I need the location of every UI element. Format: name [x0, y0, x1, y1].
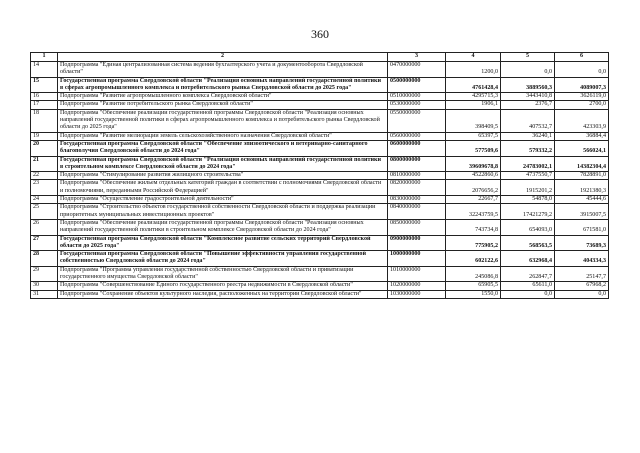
header-cell: 4	[446, 53, 501, 62]
row-number: 28	[31, 251, 58, 267]
row-value-col4: 1550,0	[446, 290, 501, 298]
row-value-col4: 743734,8	[446, 219, 501, 235]
row-name: Государственная программа Свердловской области "Комплексное развитие сельских территорий Свердловской области до 2025 года"	[58, 235, 388, 251]
row-name: Государственная программа Свердловской области "Повышение эффективности управления государственной собственностью Свердловской области до 2024 года"	[58, 251, 388, 267]
row-number: 16	[31, 93, 58, 101]
row-code: 0470000000	[388, 62, 446, 78]
row-name: Подпрограмма "Единая централизованная система ведения бухгалтерского учета и документооборота Свердловской области"	[58, 62, 388, 78]
row-number: 27	[31, 235, 58, 251]
row-value-col5: 24783002,1	[501, 156, 555, 172]
row-value-col5: 1915201,2	[501, 180, 555, 196]
row-value-col6: 566024,1	[555, 140, 609, 156]
row-code: 0560000000	[388, 132, 446, 140]
row-number: 22	[31, 172, 58, 180]
table-row	[31, 93, 609, 101]
row-code: 0810000000	[388, 172, 446, 180]
header-cell: 6	[555, 53, 609, 62]
row-value-col6: 67968,2	[555, 282, 609, 290]
table-row	[31, 140, 609, 156]
table-row	[31, 219, 609, 235]
row-number: 20	[31, 140, 58, 156]
row-value-col5: 3443410,8	[501, 93, 555, 101]
row-value-col4: 32243759,5	[446, 204, 501, 220]
row-value-col5: 579332,2	[501, 140, 555, 156]
table-row	[31, 172, 609, 180]
table-row	[31, 282, 609, 290]
row-name: Подпрограмма "Осуществление градостроительной деятельности"	[58, 196, 388, 204]
row-name: Подпрограмма "Совершенствование Единого государственного реестра недвижимости в Свердловской области"	[58, 282, 388, 290]
table-row	[31, 204, 609, 220]
table-row	[31, 156, 609, 172]
header-cell: 1	[31, 53, 58, 62]
row-value-col6: 2700,0	[555, 101, 609, 109]
row-value-col6: 3915007,5	[555, 204, 609, 220]
row-code: 0820000000	[388, 180, 446, 196]
row-code: 0800000000	[388, 156, 446, 172]
row-value-col4: 1200,0	[446, 62, 501, 78]
row-value-col6: 4089007,3	[555, 77, 609, 93]
row-value-col4: 577509,6	[446, 140, 501, 156]
row-name: Подпрограмма "Обеспечение жильем отдельных категорий граждан в соответствии с полномочиями Свердловской области и полномочиями, переданными Российской Федерацией"	[58, 180, 388, 196]
row-code: 0550000000	[388, 109, 446, 132]
row-value-col6: 404334,3	[555, 251, 609, 267]
row-code: 1020000000	[388, 282, 446, 290]
row-code: 0600000000	[388, 140, 446, 156]
row-number: 17	[31, 101, 58, 109]
row-value-col5: 17421279,2	[501, 204, 555, 220]
row-value-col5: 654093,0	[501, 219, 555, 235]
table-row	[31, 62, 609, 78]
row-value-col4: 775905,2	[446, 235, 501, 251]
row-value-col4: 602122,6	[446, 251, 501, 267]
row-number: 19	[31, 132, 58, 140]
row-number: 26	[31, 219, 58, 235]
table-row	[31, 132, 609, 140]
row-value-col4: 245086,8	[446, 266, 501, 282]
row-value-col6: 14382304,4	[555, 156, 609, 172]
row-name: Подпрограмма "Обеспечение реализации государственной программы Свердловской области "Реализация основных направлений государственной политики в сферах агропромышленного комплекса и потребительского рынка Свердловской области до 2025 года"	[58, 109, 388, 132]
row-value-col6: 0,0	[555, 290, 609, 298]
row-value-col4: 398409,5	[446, 109, 501, 132]
row-number: 29	[31, 266, 58, 282]
row-value-col5: 65611,0	[501, 282, 555, 290]
row-value-col4: 4761428,4	[446, 77, 501, 93]
row-code: 1000000000	[388, 251, 446, 267]
row-number: 31	[31, 290, 58, 298]
row-value-col4: 22667,7	[446, 196, 501, 204]
table-row	[31, 235, 609, 251]
row-value-col6: 25147,7	[555, 266, 609, 282]
row-value-col6: 3626119,0	[555, 93, 609, 101]
row-value-col5: 2376,7	[501, 101, 555, 109]
row-value-col4: 4522860,6	[446, 172, 501, 180]
row-number: 15	[31, 77, 58, 93]
header-cell: 5	[501, 53, 555, 62]
row-code: 0530000000	[388, 101, 446, 109]
row-name: Государственная программа Свердловской области "Реализация основных направлений государственной политики в строительном комплексе Свердловской области до 2024 года"	[58, 156, 388, 172]
row-value-col4: 39609678,8	[446, 156, 501, 172]
table-row	[31, 101, 609, 109]
row-value-col4: 4295715,3	[446, 93, 501, 101]
row-value-col4: 65397,5	[446, 132, 501, 140]
row-value-col5: 568563,5	[501, 235, 555, 251]
row-name: Подпрограмма "Программа управления государственной собственностью Свердловской области и приватизации государственного имущества Свердловской области"	[58, 266, 388, 282]
row-code: 0510000000	[388, 93, 446, 101]
table-header-row	[31, 53, 609, 62]
row-name: Подпрограмма "Сохранение объектов культурного наследия, расположенных на территории Свердловской области"	[58, 290, 388, 298]
row-name: Государственная программа Свердловской области "Реализация основных направлений государственной политики в сферах агропромышленного комплекса и потребительского рынка Свердловской области до 2025 года"	[58, 77, 388, 93]
header-cell: 3	[388, 53, 446, 62]
row-value-col6: 0,0	[555, 62, 609, 78]
row-value-col5: 3889560,3	[501, 77, 555, 93]
row-value-col6: 45444,6	[555, 196, 609, 204]
row-code: 1030000000	[388, 290, 446, 298]
row-value-col5: 407532,7	[501, 109, 555, 132]
row-name: Подпрограмма "Развитие агропромышленного комплекса Свердловской области"	[58, 93, 388, 101]
row-number: 21	[31, 156, 58, 172]
row-value-col4: 2076656,2	[446, 180, 501, 196]
row-number: 25	[31, 204, 58, 220]
row-value-col6: 7828891,0	[555, 172, 609, 180]
row-value-col5: 262847,7	[501, 266, 555, 282]
row-name: Государственная программа Свердловской области "Обеспечение эпизоотического и ветеринарно-санитарного благополучия Свердловской области до 2024 года"	[58, 140, 388, 156]
row-code: 0840000000	[388, 204, 446, 220]
row-name: Подпрограмма "Развитие потребительского рынка Свердловской области"	[58, 101, 388, 109]
row-code: 0500000000	[388, 77, 446, 93]
table-row	[31, 109, 609, 132]
table-row	[31, 180, 609, 196]
header-cell: 2	[58, 53, 388, 62]
table-row	[31, 266, 609, 282]
row-value-col6: 73689,3	[555, 235, 609, 251]
page-number: 360	[311, 27, 329, 41]
row-number: 14	[31, 62, 58, 78]
row-value-col6: 1921380,3	[555, 180, 609, 196]
row-code: 0900000000	[388, 235, 446, 251]
row-name: Подпрограмма "Стимулирование развития жилищного строительства"	[58, 172, 388, 180]
table-row	[31, 77, 609, 93]
row-value-col5: 632968,4	[501, 251, 555, 267]
row-value-col6: 423303,9	[555, 109, 609, 132]
row-number: 24	[31, 196, 58, 204]
row-value-col4: 1906,1	[446, 101, 501, 109]
row-value-col4: 65905,5	[446, 282, 501, 290]
row-number: 18	[31, 109, 58, 132]
row-code: 0830000000	[388, 196, 446, 204]
row-value-col5: 54878,0	[501, 196, 555, 204]
row-name: Подпрограмма "Развитие мелиорации земель сельскохозяйственного назначения Свердловской области"	[58, 132, 388, 140]
row-value-col5: 0,0	[501, 290, 555, 298]
row-code: 1010000000	[388, 266, 446, 282]
row-value-col5: 0,0	[501, 62, 555, 78]
row-value-col5: 36240,1	[501, 132, 555, 140]
row-code: 0850000000	[388, 219, 446, 235]
row-value-col6: 36884,4	[555, 132, 609, 140]
row-value-col5: 4737550,7	[501, 172, 555, 180]
table-row	[31, 196, 609, 204]
table-row	[31, 251, 609, 267]
row-number: 23	[31, 180, 58, 196]
row-number: 30	[31, 282, 58, 290]
budget-table	[30, 52, 609, 299]
row-name: Подпрограмма "Строительство объектов государственной собственности Свердловской области и поддержка реализации приоритетных муниципальных инвестиционных проектов"	[58, 204, 388, 220]
row-name: Подпрограмма "Обеспечение реализации государственной программы Свердловской области "Реализация основных направлений государственной политики в строительном комплексе Свердловской области до 2024 года"	[58, 219, 388, 235]
row-value-col6: 671581,0	[555, 219, 609, 235]
table-row	[31, 290, 609, 298]
